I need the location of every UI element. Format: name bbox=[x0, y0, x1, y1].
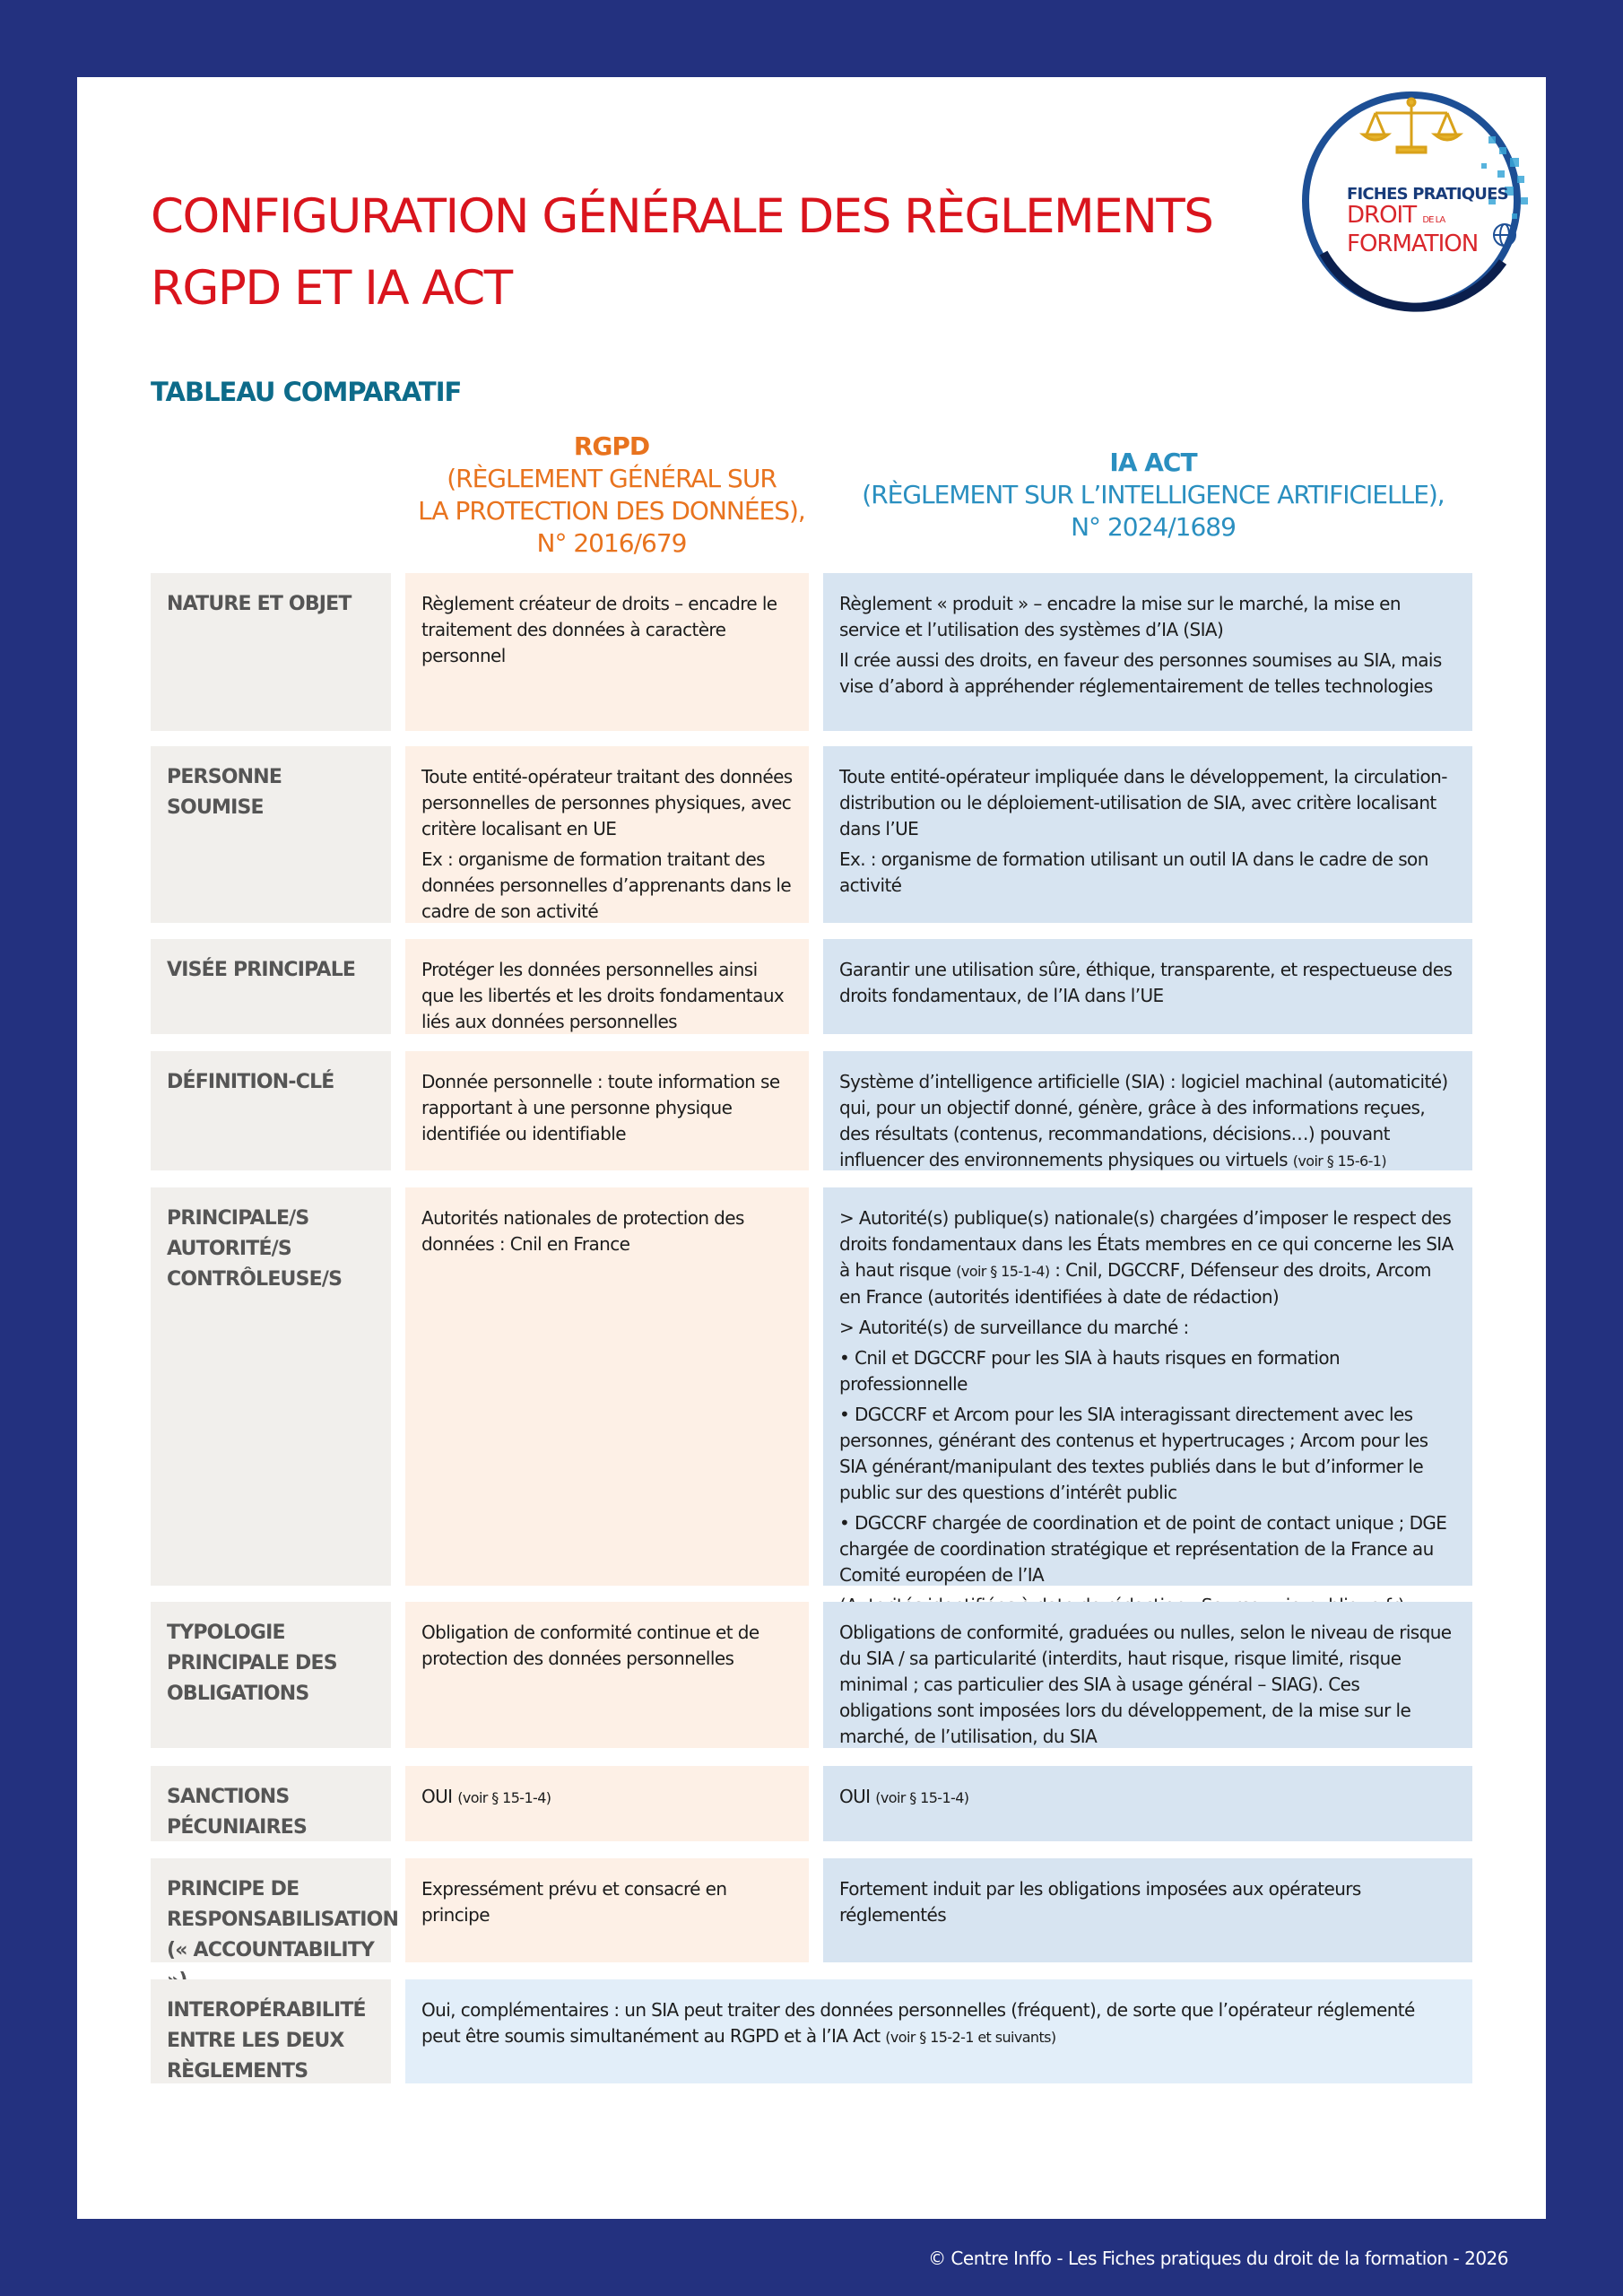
iaact-cell: Garantir une utilisation sûre, éthique, transparente, et respectueuse des droits fondamentaux, de l’IA dans l’UE bbox=[823, 939, 1472, 1034]
rgpd-cell: Protéger les données personnelles ainsi que les libertés et les droits fondamentaux liés aux données personnelles bbox=[405, 939, 809, 1034]
footer-copyright: © Centre Inffo - Les Fiches pratiques du droit de la formation - 2026 bbox=[928, 2248, 1508, 2269]
rgpd-cell: Obligation de conformité continue et de protection des données personnelles bbox=[405, 1602, 809, 1748]
rgpd-cell: OUI (voir § 15-1-4) bbox=[405, 1766, 809, 1841]
rgpd-cell: Donnée personnelle : toute information se rapportant à une personne physique identifiée ou identifiable bbox=[405, 1051, 809, 1170]
logo-line-3: FORMATION bbox=[1347, 230, 1479, 257]
logo-line-2: DROIT DE LA bbox=[1347, 202, 1445, 229]
row-label: VISÉE PRINCIPALE bbox=[151, 939, 391, 1034]
iaact-cell: Système d’intelligence artificielle (SIA) : logiciel machinal (automaticité) qui, pour un objectif donné, génère, grâce à des informations reçues, des résultats (contenus, recommandations, décisions…) pouvant influencer des environnements physiques ou virtuels (voir § 15-6-1) bbox=[823, 1051, 1472, 1170]
rgpd-cell: Autorités nationales de protection des données : Cnil en France bbox=[405, 1187, 809, 1586]
table-row bbox=[151, 1051, 1472, 1170]
page-title bbox=[151, 181, 1227, 325]
row-label: TYPOLOGIE PRINCIPALE DES OBLIGATIONS bbox=[151, 1602, 391, 1748]
rgpd-cell: Toute entité-opérateur traitant des données personnelles de personnes physiques, avec critère localisant en UE Ex : organisme de formation traitant des données personnelles d’apprenants dans le cadre de son activité bbox=[405, 746, 809, 923]
logo-line-1: FICHES PRATIQUES bbox=[1347, 185, 1508, 204]
iaact-cell: Fortement induit par les obligations imposées aux opérateurs réglementés bbox=[823, 1858, 1472, 1962]
document-page bbox=[77, 77, 1546, 2219]
table-subtitle: TABLEAU COMPARATIF bbox=[151, 377, 462, 407]
rgpd-column-header: RGPD (RÈGLEMENT GÉNÉRAL SUR LA PROTECTION DES DONNÉES), N° 2016/679 bbox=[400, 430, 823, 560]
rgpd-cell: Expressément prévu et consacré en principe bbox=[405, 1858, 809, 1962]
iaact-cell: Règlement « produit » – encadre la mise sur le marché, la mise en service et l’utilisation des systèmes d’IA (SIA) Il crée aussi des droits, en faveur des personnes soumises au SIA, mais vise d’abord à appréhender réglementairement de telles technologies bbox=[823, 573, 1472, 731]
shared-cell: Oui, complémentaires : un SIA peut traiter des données personnelles (fréquent), de sorte que l’opérateur réglementé peut être soumis simultanément au RGPD et à l’IA Act (voir § 15-2-1 et suivants) bbox=[405, 1979, 1472, 2083]
table-row bbox=[151, 1858, 1472, 1962]
iaact-cell: OUI (voir § 15-1-4) bbox=[823, 1766, 1472, 1841]
row-label: PRINCIPE DE RESPONSABILISATION (« ACCOUNTABILITY bbox=[151, 1858, 391, 1962]
table-row bbox=[151, 1602, 1472, 1748]
row-label: SANCTIONS PÉCUNIAIRES bbox=[151, 1766, 391, 1841]
row-label: INTEROPÉRABILITÉ ENTRE LES DEUX RÈGLEMENTS bbox=[151, 1979, 391, 2083]
iaact-cell: Obligations de conformité, graduées ou nulles, selon le niveau de risque du SIA / sa particularité (interdits, haut risque, risque limité, risque minimal ; cas particulier des SIA à usage général – SIAG). Ces obligations sont imposées lors du développement, de la mise sur le marché, de l’utilisation, du SIA bbox=[823, 1602, 1472, 1748]
table-row bbox=[151, 1979, 1472, 2083]
rgpd-cell: Règlement créateur de droits – encadre le traitement des données à caractère personnel bbox=[405, 573, 809, 731]
table-row bbox=[151, 1187, 1472, 1586]
table-row bbox=[151, 573, 1472, 731]
table-row bbox=[151, 1766, 1472, 1841]
row-label: PERSONNE SOUMISE bbox=[151, 746, 391, 923]
iaact-cell: Toute entité-opérateur impliquée dans le développement, la circulation-distribution ou le déploiement-utilisation de SIA, avec critère localisant dans l’UE Ex. : organisme de formation utilisant un outil IA dans le cadre de son activité bbox=[823, 746, 1472, 923]
iaact-cell: > Autorité(s) publique(s) nationale(s) chargées d’imposer le respect des droits fondamentaux dans les États membres en ce qui concerne les SIA à haut risque (voir § 15-1-4) : Cnil, DGCCRF, Défenseur des droits, Arcom en France (autorités identifiées à date de rédaction) > Autorité(s) de surveillance du marché : • Cnil et DGCCRF pour les SIA à hauts risques en formation professionnelle • DGCCRF et Arcom pour les SIA interagissant directement avec les personnes, générant des contenus et hypertrucages ; Arcom pour les SIA générant/manipulant des textes publiés dans le but d’informer le public sur des questions d’intérêt public • DGCCRF chargée de coordination et de point de contact unique ; DGE chargée de coordination stratégique et représentation de la France au Comité européen de l’IA bbox=[823, 1187, 1472, 1586]
row-label: DÉFINITION-CLÉ bbox=[151, 1051, 391, 1170]
title-line-1: CONFIGURATION GÉNÉRALE DES RÈGLEMENTS bbox=[151, 189, 1213, 244]
iaact-column-header: IA ACT (RÈGLEMENT SUR L’INTELLIGENCE ARTIFICIELLE), N° 2024/1689 bbox=[821, 447, 1485, 544]
table-row bbox=[151, 746, 1472, 923]
rgpd-name: RGPD bbox=[573, 431, 650, 461]
table-row bbox=[151, 939, 1472, 1034]
logo-text bbox=[1347, 185, 1508, 256]
row-label: PRINCIPALE/S AUTORITÉ/S CONTRÔLEUSE/S bbox=[151, 1187, 391, 1586]
title-line-2: RGPD ET IA ACT bbox=[151, 261, 512, 316]
row-label: NATURE ET OBJET bbox=[151, 573, 391, 731]
iaact-name: IA ACT bbox=[1109, 448, 1197, 477]
